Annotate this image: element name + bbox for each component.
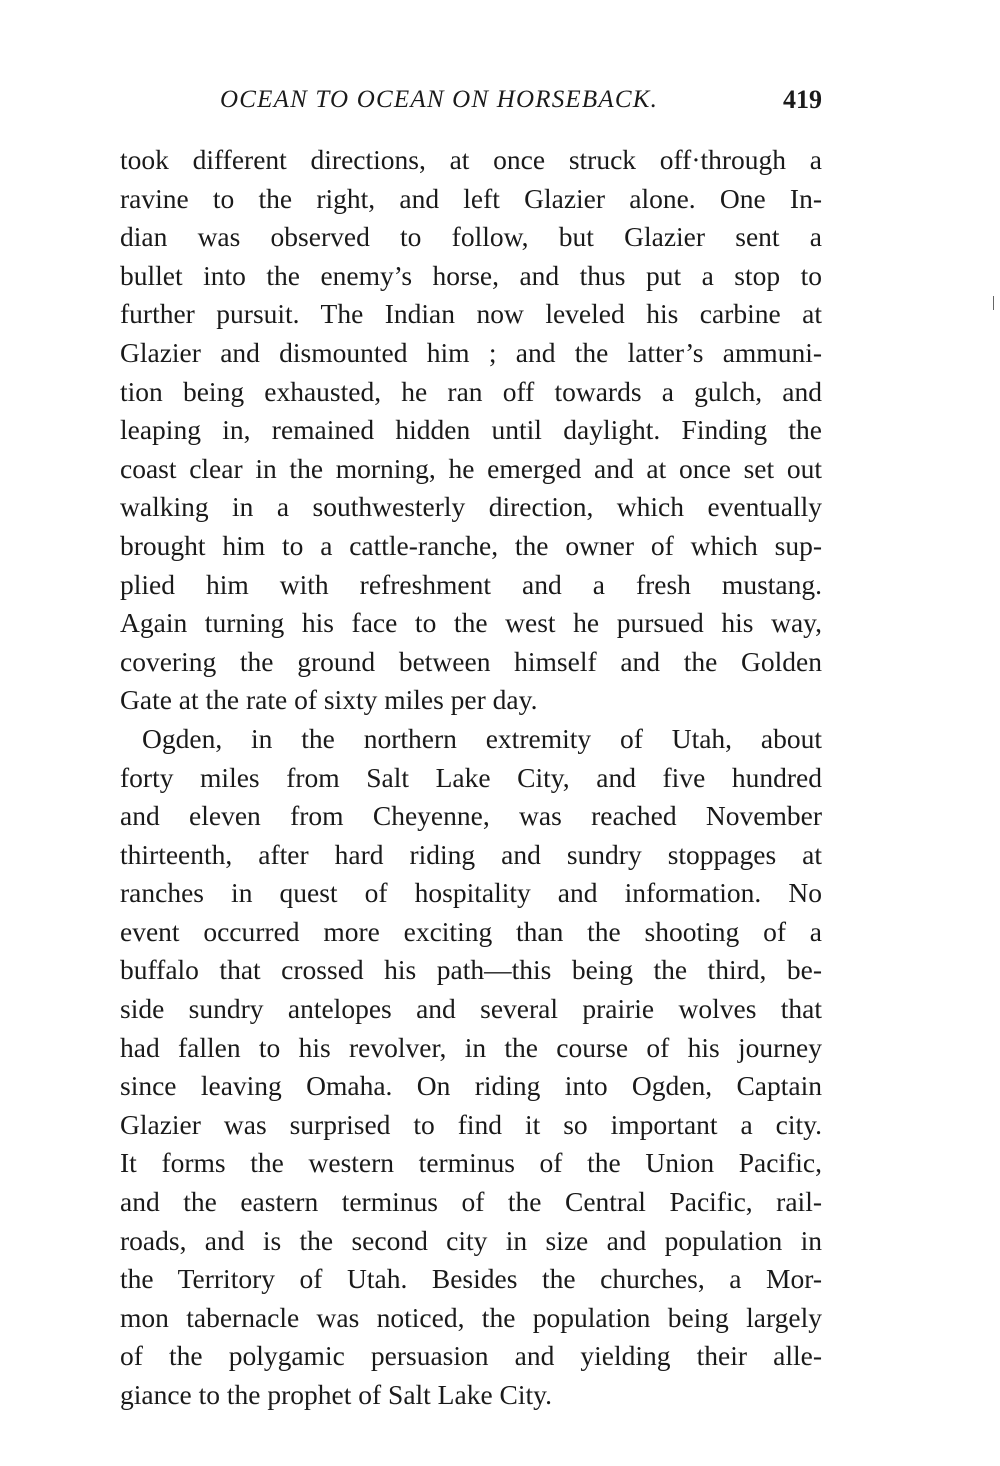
text-line: and the eastern terminus of the Central Pacific, rail- [120, 1186, 822, 1218]
text-line: It forms the western terminus of the Union Pacific, [120, 1147, 822, 1179]
text-line: ranches in quest of hospitality and information. No [120, 877, 822, 909]
text-line: took different directions, at once struck off·through a [120, 144, 822, 175]
text-line: leaping in, remained hidden until daylight. Finding the [120, 414, 822, 446]
text-line: Glazier was surprised to find it so important a city. [120, 1108, 822, 1140]
text-line: buffalo that crossed his path—this being the third, be- [120, 954, 822, 986]
text-line: coast clear in the morning, he emerged and at once set out [120, 452, 822, 484]
text-line: side sundry antelopes and several prairie wolves that [120, 993, 822, 1025]
text-line: the Territory of Utah. Besides the churches, a Mor- [120, 1263, 822, 1295]
text-line: Gate at the rate of sixty miles per day. [120, 684, 538, 716]
text-line: tion being exhausted, he ran off towards a gulch, and [120, 375, 822, 407]
text-line: thirteenth, after hard riding and sundry stoppages at [120, 838, 822, 870]
text-line: ravine to the right, and left Glazier alone. One In- [120, 182, 822, 214]
running-head [120, 80, 822, 120]
margin-mark [993, 296, 994, 310]
text-line: giance to the prophet of Salt Lake City. [120, 1379, 552, 1410]
paragraph-1 [120, 141, 822, 720]
text-line: further pursuit. The Indian now leveled his carbine at [120, 298, 822, 330]
text-line: of the polygamic persuasion and yielding their alle- [120, 1340, 822, 1372]
text-line: plied him with refreshment and a fresh mustang. [120, 568, 822, 600]
text-line: walking in a southwesterly direction, which eventually [120, 491, 822, 523]
page-number: 419 [783, 85, 822, 114]
text-line: dian was observed to follow, but Glazier sent a [120, 221, 822, 253]
body-text [120, 141, 822, 1415]
text-line: since leaving Omaha. On riding into Ogden, Captain [120, 1070, 822, 1102]
text-line: Again turning his face to the west he pursued his way, [120, 607, 822, 639]
paragraph-2 [120, 720, 822, 1415]
text-line: event occurred more exciting than the shooting of a [120, 915, 822, 947]
text-line: and eleven from Cheyenne, was reached November [120, 800, 822, 832]
text-line: Ogden, in the northern extremity of Utah, about [142, 722, 822, 754]
text-line: brought him to a cattle-ranche, the owner of which sup- [120, 529, 822, 561]
text-line: forty miles from Salt Lake City, and five hundred [120, 761, 822, 793]
text-line: roads, and is the second city in size and population in [120, 1224, 822, 1256]
text-line: covering the ground between himself and the Golden [120, 645, 822, 677]
text-line: bullet into the enemy’s horse, and thus put a stop to [120, 259, 822, 291]
text-line: Glazier and dismounted him ; and the latter’s ammuni- [120, 336, 822, 368]
running-title: OCEAN TO OCEAN ON HORSEBACK. [220, 86, 659, 113]
text-line: mon tabernacle was noticed, the population being largely [120, 1301, 822, 1333]
text-line: had fallen to his revolver, in the course of his journey [120, 1031, 822, 1063]
